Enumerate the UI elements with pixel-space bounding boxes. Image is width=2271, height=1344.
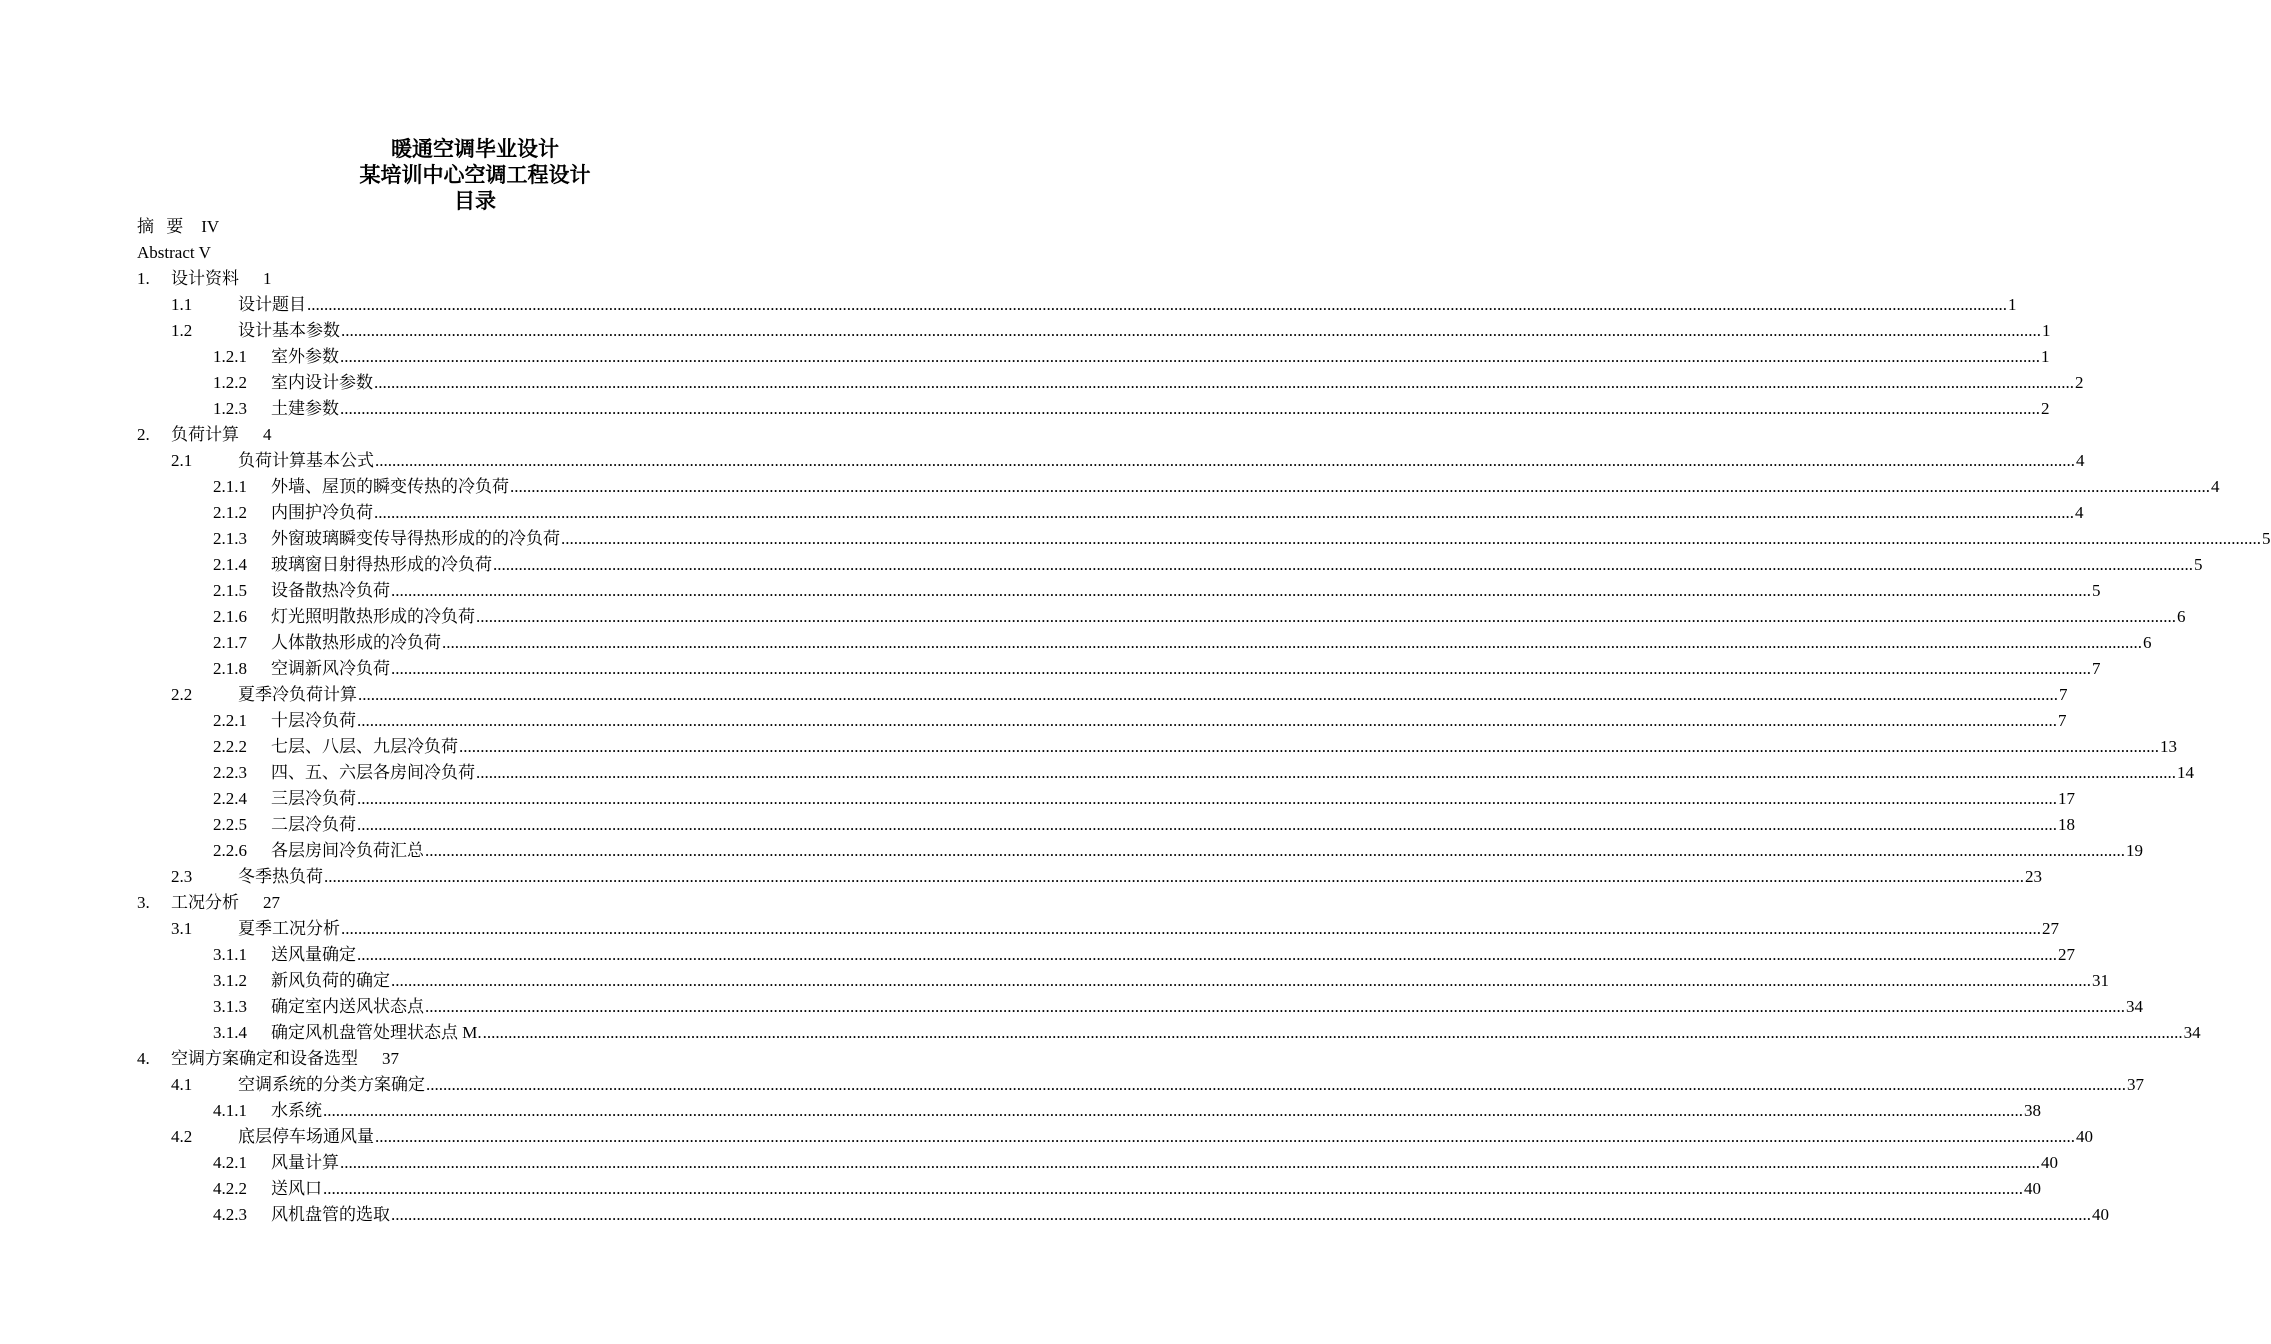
toc-entry-label: 风机盘管的选取 <box>271 1205 390 1224</box>
toc-dot-leader: ................................................................................................................................................................................................................................................................................................................................................................................................................ <box>323 1101 2023 1120</box>
toc-entry-number: 3.1.1 <box>213 945 247 964</box>
toc-entry-label: 负荷计算 <box>171 425 239 444</box>
toc-entry-number: 1. <box>137 269 150 288</box>
toc-entry-number: 2.1 <box>171 451 193 470</box>
toc-entry-page: 17 <box>2058 789 2075 808</box>
toc-dot-leader: ................................................................................................................................................................................................................................................................................................................................................................................................................ <box>391 581 2091 600</box>
toc-dot-leader: ................................................................................................................................................................................................................................................................................................................................................................................................................ <box>391 659 2091 678</box>
toc-entry-page: 2 <box>2041 399 2050 418</box>
toc-entry-label: 空调新风冷负荷 <box>271 659 390 678</box>
toc-entry[interactable] <box>0 760 2194 786</box>
toc-entry-line <box>137 240 211 266</box>
toc-entry-label: 确定风机盘管处理状态点 M. <box>271 1023 482 1042</box>
toc-entry-line <box>271 396 2050 422</box>
toc-entry-number: 1.2.1 <box>213 347 247 366</box>
toc-entry[interactable] <box>0 968 2109 994</box>
toc-dot-leader: ................................................................................................................................................................................................................................................................................................................................................................................................................ <box>425 841 2125 860</box>
toc-entry-page: 6 <box>2177 607 2186 626</box>
toc-entry-line <box>271 812 2075 838</box>
toc-entry-number: 3.1.4 <box>213 1023 247 1042</box>
toc-dot-leader: ................................................................................................................................................................................................................................................................................................................................................................................................................ <box>375 1127 2075 1146</box>
toc-entry[interactable] <box>0 604 2186 630</box>
toc-entry-number: 1.1 <box>171 295 193 314</box>
toc-entry-page: 27 <box>2042 919 2059 938</box>
toc-entry[interactable] <box>0 552 2203 578</box>
toc-entry-number: 1.2.2 <box>213 373 247 392</box>
toc-entry-page: 40 <box>2024 1179 2041 1198</box>
toc-entry-line <box>171 890 280 916</box>
toc-entry[interactable] <box>0 916 2059 942</box>
toc-entry-line <box>271 1020 2201 1046</box>
toc-entry[interactable] <box>0 448 2085 474</box>
toc-entry[interactable] <box>0 266 950 292</box>
toc-entry[interactable] <box>0 1176 2041 1202</box>
toc-entry-page: 1 <box>2042 321 2051 340</box>
toc-entry-label: 三层冷负荷 <box>271 789 356 808</box>
toc-entry-page: 1 <box>263 269 272 288</box>
toc-dot-leader: ................................................................................................................................................................................................................................................................................................................................................................................................................ <box>357 789 2057 808</box>
toc-dot-leader: ................................................................................................................................................................................................................................................................................................................................................................................................................ <box>426 1075 2126 1094</box>
toc-entry-label: 七层、八层、九层冷负荷 <box>271 737 458 756</box>
toc-entry-line <box>238 682 2068 708</box>
toc-entry-page: 13 <box>2160 737 2177 756</box>
toc-entry-number: 2.1.8 <box>213 659 247 678</box>
toc-entry[interactable] <box>0 1072 2144 1098</box>
toc-entry-line <box>271 474 2220 500</box>
toc-entry-number: 2.1.7 <box>213 633 247 652</box>
toc-entry-line <box>271 994 2143 1020</box>
toc-entry-line <box>238 318 2051 344</box>
toc-entry-label: 送风量确定 <box>271 945 356 964</box>
toc-entry-number: 2.1.1 <box>213 477 247 496</box>
toc-entry-label: 确定室内送风状态点 <box>271 997 424 1016</box>
toc-entry-number: 2.1.3 <box>213 529 247 548</box>
toc-entry-line <box>238 916 2059 942</box>
toc-entry-line <box>238 1072 2144 1098</box>
toc-entry-line <box>238 448 2085 474</box>
toc-entry-page: V <box>198 243 211 262</box>
toc-entry-number: 1.2 <box>171 321 193 340</box>
toc-entry-page: 7 <box>2059 685 2068 704</box>
toc-entry-page: 7 <box>2092 659 2101 678</box>
toc-entry-number: 2.2.4 <box>213 789 247 808</box>
document-subtitle: 某培训中心空调工程设计 <box>359 163 591 187</box>
toc-entry-label: 夏季工况分析 <box>238 919 340 938</box>
toc-entry-page: 23 <box>2025 867 2042 886</box>
toc-dot-leader: ................................................................................................................................................................................................................................................................................................................................................................................................................ <box>340 347 2040 366</box>
toc-entry-page: IV <box>201 217 220 236</box>
toc-entry[interactable] <box>0 422 950 448</box>
toc-dot-leader: ................................................................................................................................................................................................................................................................................................................................................................................................................ <box>476 607 2176 626</box>
toc-dot-leader: ................................................................................................................................................................................................................................................................................................................................................................................................................ <box>374 503 2074 522</box>
toc-entry-line <box>271 838 2143 864</box>
toc-dot-leader: ................................................................................................................................................................................................................................................................................................................................................................................................................ <box>324 867 2024 886</box>
toc-entry-page: 37 <box>382 1049 399 1068</box>
toc-entry-number: 2.2 <box>171 685 193 704</box>
toc-entry-line <box>271 1176 2041 1202</box>
toc-entry-line <box>171 266 272 292</box>
toc-entry-line <box>171 1046 399 1072</box>
toc-entry-page: 18 <box>2058 815 2075 834</box>
toc-entry-label: 设计资料 <box>171 269 239 288</box>
toc-entry-number: 4.2.2 <box>213 1179 247 1198</box>
toc-entry-line <box>271 604 2186 630</box>
toc-entry-line <box>271 578 2101 604</box>
toc-entry-page: 2 <box>2075 373 2084 392</box>
toc-entry-line <box>271 344 2050 370</box>
toc-dot-leader: ................................................................................................................................................................................................................................................................................................................................................................................................................ <box>341 919 2041 938</box>
toc-entry-label: 空调系统的分类方案确定 <box>238 1075 425 1094</box>
toc-entry-label: 二层冷负荷 <box>271 815 356 834</box>
toc-entry-label: 送风口 <box>271 1179 322 1198</box>
toc-entry[interactable] <box>0 214 950 240</box>
toc-entry[interactable] <box>0 630 2152 656</box>
toc-entry-number: 2.1.5 <box>213 581 247 600</box>
toc-dot-leader: ................................................................................................................................................................................................................................................................................................................................................................................................................ <box>510 477 2210 496</box>
toc-dot-leader: ................................................................................................................................................................................................................................................................................................................................................................................................................ <box>341 321 2041 340</box>
toc-entry-page: 40 <box>2076 1127 2093 1146</box>
toc-entry-page: 40 <box>2092 1205 2109 1224</box>
toc-entry[interactable] <box>0 682 2068 708</box>
toc-entry-number: 2.1.6 <box>213 607 247 626</box>
toc-dot-leader: ................................................................................................................................................................................................................................................................................................................................................................................................................ <box>391 1205 2091 1224</box>
toc-entry-label: 四、五、六层各房间冷负荷 <box>271 763 475 782</box>
toc-entry-page: 34 <box>2126 997 2143 1016</box>
toc-entry[interactable] <box>0 396 2050 422</box>
toc-dot-leader: ................................................................................................................................................................................................................................................................................................................................................................................................................ <box>340 399 2040 418</box>
toc-entry-page: 1 <box>2008 295 2017 314</box>
toc-entry-line <box>271 760 2194 786</box>
toc-dot-leader: ................................................................................................................................................................................................................................................................................................................................................................................................................ <box>358 685 2058 704</box>
toc-entry-page: 4 <box>2211 477 2220 496</box>
toc-dot-leader: ................................................................................................................................................................................................................................................................................................................................................................................................................ <box>391 971 2091 990</box>
toc-entry[interactable] <box>0 292 2017 318</box>
toc-entry[interactable] <box>0 1150 2058 1176</box>
toc-dot-leader: ................................................................................................................................................................................................................................................................................................................................................................................................................ <box>340 1153 2040 1172</box>
toc-entry-line <box>238 864 2042 890</box>
toc-entry-number: 3. <box>137 893 150 912</box>
toc-dot-leader: ................................................................................................................................................................................................................................................................................................................................................................................................................ <box>482 1023 2183 1042</box>
toc-entry-label: 工况分析 <box>171 893 239 912</box>
toc-dot-leader: ................................................................................................................................................................................................................................................................................................................................................................................................................ <box>476 763 2176 782</box>
toc-entry-line <box>238 292 2017 318</box>
toc-entry-line <box>271 1098 2041 1124</box>
toc-entry-page: 27 <box>263 893 280 912</box>
toc-entry-label: 外墙、屋顶的瞬变传热的冷负荷 <box>271 477 509 496</box>
toc-entry-label: 设计题目 <box>238 295 306 314</box>
toc-entry-label: 负荷计算基本公式 <box>238 451 374 470</box>
toc-entry[interactable] <box>0 1020 2201 1046</box>
toc-entry-label: 室内设计参数 <box>271 373 373 392</box>
toc-entry-number: 4.2.3 <box>213 1205 247 1224</box>
toc-entry[interactable] <box>0 526 2271 552</box>
toc-entry-number: 4. <box>137 1049 150 1068</box>
toc-entry-page: 40 <box>2041 1153 2058 1172</box>
toc-entry-page: 4 <box>2075 503 2084 522</box>
toc-entry-page: 38 <box>2024 1101 2041 1120</box>
toc-entry-label: 人体散热形成的冷负荷 <box>271 633 441 652</box>
toc-entry-line <box>271 526 2271 552</box>
toc-entry-number: 2.2.6 <box>213 841 247 860</box>
toc-entry-label: 外窗玻璃瞬变传导得热形成的的冷负荷 <box>271 529 560 548</box>
toc-entry-line <box>271 968 2109 994</box>
toc-entry-label: 水系统 <box>271 1101 322 1120</box>
toc-entry-label: Abstract <box>137 243 195 262</box>
toc-entry-number: 2.1.2 <box>213 503 247 522</box>
toc-entry[interactable] <box>0 786 2075 812</box>
toc-dot-leader: ................................................................................................................................................................................................................................................................................................................................................................................................................ <box>374 373 2074 392</box>
toc-entry-page: 5 <box>2092 581 2101 600</box>
toc-entry[interactable] <box>0 838 2143 864</box>
toc-entry-number: 3.1 <box>171 919 193 938</box>
toc-entry-label: 夏季冷负荷计算 <box>238 685 357 704</box>
toc-entry-page: 4 <box>2076 451 2085 470</box>
toc-entry[interactable] <box>0 994 2143 1020</box>
toc-entry[interactable] <box>0 656 2101 682</box>
toc-entry-number: 2.2.5 <box>213 815 247 834</box>
toc-entry[interactable] <box>0 1202 2109 1228</box>
toc-entry-page: 4 <box>263 425 272 444</box>
toc-entry-number: 2.3 <box>171 867 193 886</box>
toc-entry-page: 5 <box>2262 529 2271 548</box>
toc-entry-label: 玻璃窗日射得热形成的冷负荷 <box>271 555 492 574</box>
toc-dot-leader: ................................................................................................................................................................................................................................................................................................................................................................................................................ <box>323 1179 2023 1198</box>
toc-entry[interactable] <box>0 240 950 266</box>
toc-entry[interactable] <box>0 370 2084 396</box>
toc-entry-line <box>271 370 2084 396</box>
toc-entry[interactable] <box>0 708 2067 734</box>
toc-entry-number: 2.2.2 <box>213 737 247 756</box>
toc-entry[interactable] <box>0 578 2101 604</box>
toc-entry-page: 27 <box>2058 945 2075 964</box>
toc-entry-number: 2.1.4 <box>213 555 247 574</box>
toc-entry[interactable] <box>0 474 2220 500</box>
toc-dot-leader: ................................................................................................................................................................................................................................................................................................................................................................................................................ <box>493 555 2193 574</box>
toc-dot-leader: ................................................................................................................................................................................................................................................................................................................................................................................................................ <box>357 945 2057 964</box>
toc-entry-label: 空调方案确定和设备选型 <box>171 1049 358 1068</box>
toc-entry-line <box>271 708 2067 734</box>
toc-dot-leader: ................................................................................................................................................................................................................................................................................................................................................................................................................ <box>425 997 2125 1016</box>
toc-entry-number: 3.1.2 <box>213 971 247 990</box>
toc-entry-number: 4.1.1 <box>213 1101 247 1120</box>
toc-entry-number: 2. <box>137 425 150 444</box>
toc-entry-number: 4.2 <box>171 1127 193 1146</box>
toc-entry[interactable] <box>0 1124 2093 1150</box>
document-title: 暖通空调毕业设计 <box>391 137 559 161</box>
toc-entry-number: 4.2.1 <box>213 1153 247 1172</box>
toc-entry-label: 室外参数 <box>271 347 339 366</box>
toc-entry-number: 1.2.3 <box>213 399 247 418</box>
toc-entry-number: 3.1.3 <box>213 997 247 1016</box>
toc-entry-line <box>271 1150 2058 1176</box>
toc-entry-line <box>271 786 2075 812</box>
toc-heading: 目录 <box>454 189 496 213</box>
toc-entry-line <box>271 500 2084 526</box>
toc-entry-line <box>238 1124 2093 1150</box>
toc-entry-label: 底层停车场通风量 <box>238 1127 374 1146</box>
toc-entry-number: 4.1 <box>171 1075 193 1094</box>
toc-entry[interactable] <box>0 864 2042 890</box>
toc-dot-leader: ................................................................................................................................................................................................................................................................................................................................................................................................................ <box>375 451 2075 470</box>
toc-entry[interactable] <box>0 318 2051 344</box>
toc-entry-label: 内围护冷负荷 <box>271 503 373 522</box>
toc-entry-label: 摘 要 <box>137 217 188 236</box>
table-of-contents <box>0 214 2271 1228</box>
toc-entry-label: 冬季热负荷 <box>238 867 323 886</box>
toc-dot-leader: ................................................................................................................................................................................................................................................................................................................................................................................................................ <box>357 711 2057 730</box>
toc-entry-line <box>271 942 2075 968</box>
toc-dot-leader: ................................................................................................................................................................................................................................................................................................................................................................................................................ <box>442 633 2142 652</box>
document-title-block <box>0 136 950 214</box>
toc-dot-leader: ................................................................................................................................................................................................................................................................................................................................................................................................................ <box>561 529 2261 548</box>
toc-entry-page: 6 <box>2143 633 2152 652</box>
toc-entry-line <box>271 552 2203 578</box>
toc-entry-line <box>137 214 219 240</box>
toc-entry-line <box>271 1202 2109 1228</box>
toc-entry-line <box>171 422 272 448</box>
toc-entry-number: 2.2.1 <box>213 711 247 730</box>
toc-entry-label: 设计基本参数 <box>238 321 340 340</box>
toc-entry-line <box>271 656 2101 682</box>
toc-entry-page: 34 <box>2183 1023 2201 1042</box>
toc-entry-label: 十层冷负荷 <box>271 711 356 730</box>
toc-entry-page: 19 <box>2126 841 2143 860</box>
toc-entry-line <box>271 630 2152 656</box>
toc-dot-leader: ................................................................................................................................................................................................................................................................................................................................................................................................................ <box>459 737 2159 756</box>
toc-entry-page: 1 <box>2041 347 2050 366</box>
toc-entry-page: 14 <box>2177 763 2194 782</box>
toc-entry-page: 37 <box>2127 1075 2144 1094</box>
toc-dot-leader: ................................................................................................................................................................................................................................................................................................................................................................................................................ <box>307 295 2007 314</box>
toc-entry-label: 新风负荷的确定 <box>271 971 390 990</box>
toc-entry[interactable] <box>0 942 2075 968</box>
toc-entry[interactable] <box>0 812 2075 838</box>
toc-entry[interactable] <box>0 890 950 916</box>
toc-entry-label: 各层房间冷负荷汇总 <box>271 841 424 860</box>
toc-entry-number: 2.2.3 <box>213 763 247 782</box>
toc-entry[interactable] <box>0 500 2084 526</box>
toc-entry-page: 7 <box>2058 711 2067 730</box>
toc-entry-label: 土建参数 <box>271 399 339 418</box>
toc-entry-label: 设备散热冷负荷 <box>271 581 390 600</box>
toc-entry-label: 灯光照明散热形成的冷负荷 <box>271 607 475 626</box>
toc-entry-label: 风量计算 <box>271 1153 339 1172</box>
toc-entry[interactable] <box>0 1046 950 1072</box>
toc-entry-page: 31 <box>2092 971 2109 990</box>
toc-dot-leader: ................................................................................................................................................................................................................................................................................................................................................................................................................ <box>357 815 2057 834</box>
toc-entry-line <box>271 734 2177 760</box>
toc-entry[interactable] <box>0 1098 2041 1124</box>
toc-entry-page: 5 <box>2194 555 2203 574</box>
toc-entry[interactable] <box>0 344 2050 370</box>
toc-entry[interactable] <box>0 734 2177 760</box>
